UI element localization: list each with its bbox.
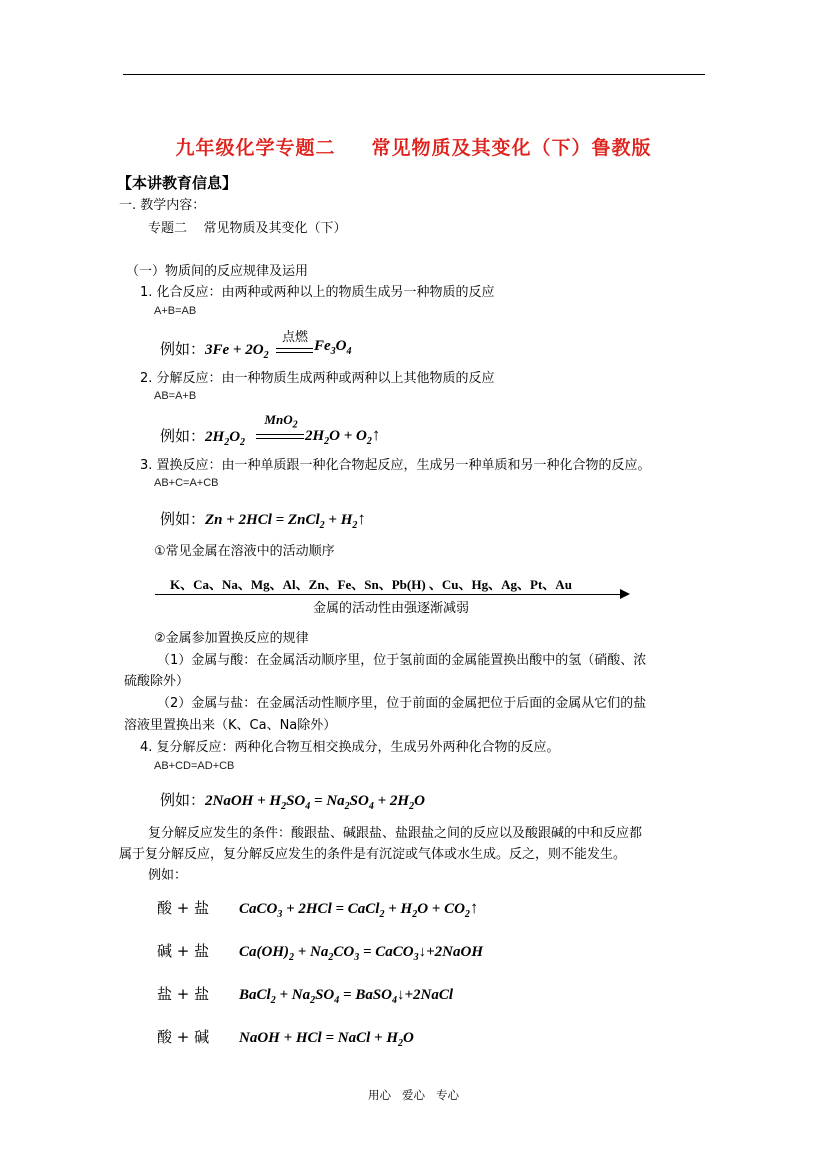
activity-arrow-line bbox=[155, 594, 627, 595]
displacement-formula: AB+C=A+CB bbox=[154, 477, 219, 489]
example-row bbox=[157, 983, 453, 1006]
combination-equation-right: $Fe_3O_4$ bbox=[314, 338, 352, 357]
page-footer: 用心 爱心 专心 bbox=[368, 1088, 459, 1102]
activity-series-note: 金属的活动性由强逐渐减弱 bbox=[313, 601, 470, 616]
decomposition-equation-right: $2H_2O$ + $O_2↑$ bbox=[305, 425, 381, 447]
title-part-2: 常见物质及其变化（下）鲁教版 bbox=[371, 137, 652, 159]
example-row bbox=[157, 940, 483, 963]
double-displacement-equation: 2NaOH + $H_2SO_4 = Na_2SO_4 + 2H_2O$ bbox=[205, 793, 425, 812]
example-row bbox=[157, 1026, 414, 1049]
double-displacement-example bbox=[160, 789, 425, 812]
teaching-content-label: 一. 教学内容： bbox=[119, 198, 206, 213]
displacement-rule-heading: ②金属参加置换反应的规律 bbox=[154, 631, 309, 646]
example-label: 例如： bbox=[160, 791, 206, 809]
example-label: 例如： bbox=[160, 510, 206, 528]
title-part-1: 九年级化学专题二 bbox=[175, 137, 336, 159]
rule1-line1: （1）金属与酸：在金属活动顺序里，位于氢前面的金属能置换出酸中的氢（硝酸、浓 bbox=[157, 653, 647, 668]
arrow-right-icon bbox=[620, 589, 630, 599]
double-displacement-formula: AB+CD=AD+CB bbox=[154, 760, 235, 772]
example-row-equation: CaCO$_3$ + 2HCl = CaCl$_2$ + $H_2O$ + $CO_2↑$ bbox=[239, 898, 479, 920]
example-row-equation: NaOH + HCl = NaCl + $H_2O$ bbox=[239, 1030, 414, 1049]
decomposition-formula: AB=A+B bbox=[154, 390, 197, 402]
example-row-label: 酸 + 碱 bbox=[157, 1028, 210, 1046]
gas-arrow-icon: ↑ bbox=[371, 425, 381, 444]
gas-arrow-icon: ↑ bbox=[357, 509, 366, 528]
combination-equals-sign bbox=[276, 348, 313, 353]
rule1-line2: 硫酸除外） bbox=[124, 674, 190, 689]
example-label: 例如： bbox=[160, 427, 206, 445]
combination-example bbox=[160, 338, 269, 361]
decomposition-equals-sign bbox=[256, 434, 304, 439]
decomposition-reaction-title: 2. 分解反应：由一种物质生成两种或两种以上其他物质的反应 bbox=[140, 371, 495, 386]
page-title bbox=[0, 133, 827, 160]
topic-line: 专题二 常见物质及其变化（下） bbox=[148, 221, 347, 236]
decomposition-catalyst: MnO$_2$ bbox=[264, 412, 298, 431]
combination-condition: 点燃 bbox=[281, 330, 308, 345]
rule2-line1: （2）金属与盐：在金属活动性顺序里，位于前面的金属把位于后面的金属从它们的盐 bbox=[157, 696, 647, 711]
decomposition-equation-left: $2H_2O_2$ bbox=[205, 429, 246, 448]
combination-formula: A+B=AB bbox=[154, 305, 197, 317]
header-rule bbox=[123, 74, 705, 75]
displacement-equation: Zn + 2HCl = ZnCl$_2$ + $H_2↑$ bbox=[205, 509, 366, 531]
example-row-label: 盐 + 盐 bbox=[157, 985, 210, 1003]
displacement-example bbox=[160, 508, 366, 531]
rule2-line2: 溶液里置换出来（K、Ca、Na除外） bbox=[124, 718, 337, 733]
example-row bbox=[157, 897, 478, 920]
info-heading: 【本讲教育信息】 bbox=[117, 174, 238, 192]
activity-series: K、Ca、Na、Mg、Al、Zn、Fe、Sn、Pb(H) 、Cu、Hg、Ag、Pt、Au bbox=[170, 577, 572, 592]
condition-line2: 属于复分解反应，复分解反应发生的条件是有沉淀或气体或水生成。反之，则不能发生。 bbox=[119, 847, 627, 862]
example-row-label: 碱 + 盐 bbox=[157, 942, 210, 960]
decomposition-example bbox=[160, 425, 245, 448]
example-row-equation: BaCl$_2$ + $Na_2SO_4$ = BaSO$_4$↓+2NaCl bbox=[239, 987, 454, 1006]
displacement-reaction-title: 3. 置换反应：由一种单质跟一种化合物起反应，生成另一种单质和另一种化合物的反应。 bbox=[140, 458, 651, 473]
combination-reaction-title: 1. 化合反应：由两种或两种以上的物质生成另一种物质的反应 bbox=[140, 285, 495, 300]
example-row-equation: $Ca(OH)_2 + Na_2CO_3$ = CaCO$_3$↓+2NaOH bbox=[239, 944, 484, 963]
section-heading: （一）物质间的反应规律及运用 bbox=[126, 264, 309, 279]
double-displacement-title: 4. 复分解反应：两种化合物互相交换成分，生成另外两种化合物的反应。 bbox=[140, 740, 560, 755]
example-row-label: 酸 + 盐 bbox=[157, 899, 210, 917]
combination-equation-left: $3Fe + 2O_2$ bbox=[205, 342, 269, 361]
condition-line1: 复分解反应发生的条件：酸跟盐、碱跟盐、盐跟盐之间的反应以及酸跟碱的中和反应都 bbox=[148, 826, 643, 841]
activity-series-heading: ①常见金属在溶液中的活动顺序 bbox=[154, 544, 335, 559]
example-label: 例如： bbox=[160, 340, 206, 358]
condition-example-label: 例如： bbox=[148, 868, 188, 883]
